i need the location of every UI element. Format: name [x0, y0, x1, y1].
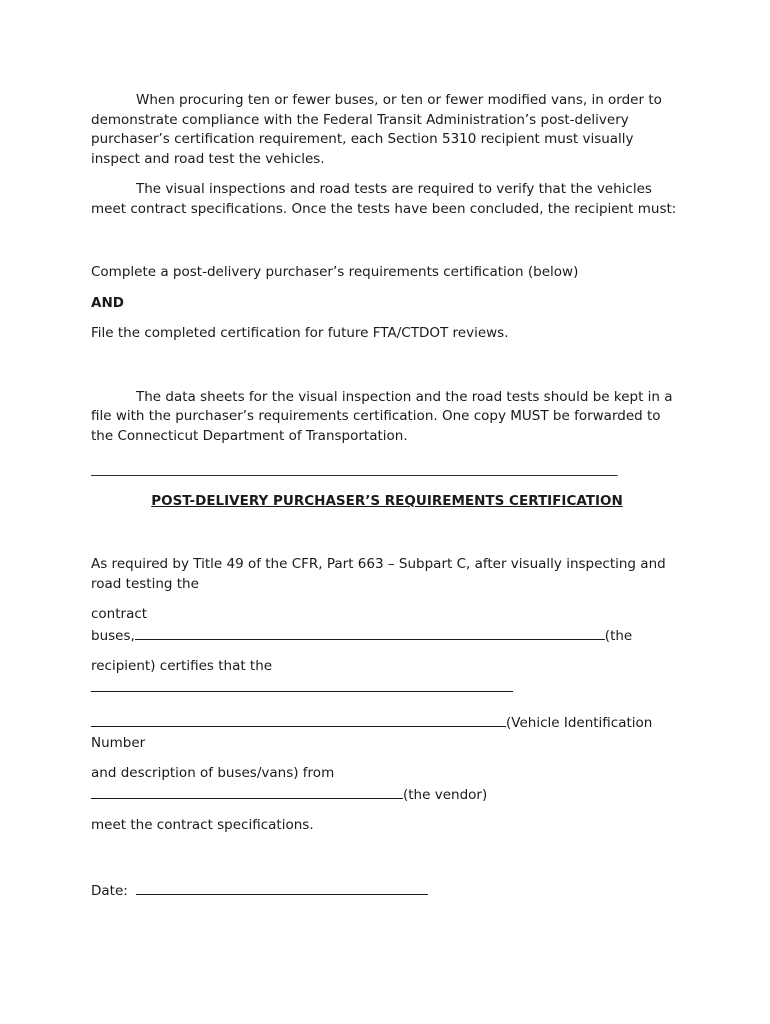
meet-specifications: meet the contract specifications. — [91, 817, 314, 833]
the-suffix: (the — [604, 627, 633, 644]
and-label: AND — [91, 294, 124, 311]
contract-label: contract — [91, 606, 148, 622]
vendor-line — [91, 764, 683, 805]
document-page — [91, 91, 683, 901]
recipient-certifies-line — [91, 657, 683, 698]
vendor-field[interactable] — [91, 784, 403, 799]
date-label: Date: — [91, 882, 128, 899]
vin-number-label: Number — [91, 734, 146, 751]
recipient-name-field[interactable] — [135, 625, 605, 640]
vin-line — [91, 712, 683, 753]
step-complete-certification: Complete a post-delivery purchaser’s requirements certification (below) — [91, 264, 579, 280]
description-label: and description of buses/vans) from — [91, 765, 335, 781]
intro-paragraph-2: The visual inspections and road tests are required to verify that the vehicles meet contract specifications. Once the tests have been concluded, the recipient must: — [91, 181, 677, 217]
vehicle-field-1[interactable] — [91, 677, 513, 692]
recipient-certifies-label: recipient) certifies that the — [91, 658, 273, 674]
buses-label: buses, — [91, 627, 135, 644]
date-line — [91, 880, 683, 902]
vehicle-identification-field[interactable] — [91, 712, 506, 727]
intro-paragraph-3: The data sheets for the visual inspection and the road tests should be kept in a file with the purchaser’s requirements certification. One copy MUST be forwarded to the Connecticut Department of Transportation. — [91, 388, 673, 444]
section-separator: ______________________________________________________________________________ — [91, 461, 618, 477]
intro-paragraph-1: When procuring ten or fewer buses, or ten or fewer modified vans, in order to demonstrate compliance with the Federal Transit Administration’s post-delivery purchaser’s certification requirement, each Section 5310 recipient must visually inspect and road test the vehicles. — [91, 92, 662, 167]
certification-intro: As required by Title 49 of the CFR, Part 663 – Subpart C, after visually inspecting and road testing the — [91, 556, 666, 592]
vin-suffix: (Vehicle Identification — [506, 715, 653, 731]
date-field[interactable] — [136, 880, 428, 895]
certification-title: POST-DELIVERY PURCHASER’S REQUIREMENTS CERTIFICATION — [151, 492, 623, 509]
vendor-suffix: (the vendor) — [403, 786, 488, 803]
contract-line — [91, 605, 683, 646]
step-file-certification: File the completed certification for future FTA/CTDOT reviews. — [91, 325, 509, 341]
